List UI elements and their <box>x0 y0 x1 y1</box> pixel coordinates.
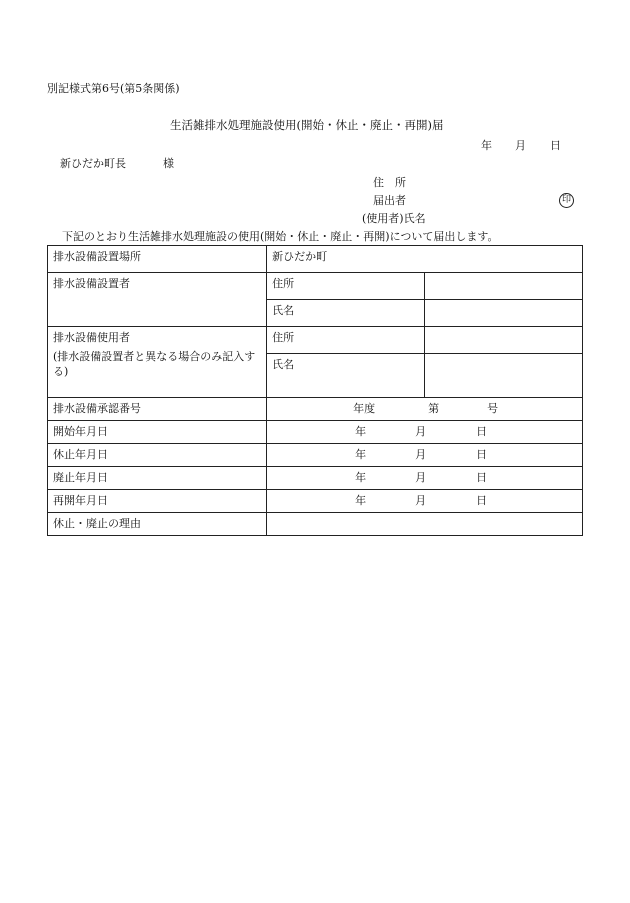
user-label-cell <box>48 327 267 398</box>
year-label: 年 <box>355 448 367 461</box>
reason-row <box>48 513 583 536</box>
date-row-abolish <box>48 467 583 490</box>
installer-name-extra[interactable] <box>425 300 583 327</box>
addressee: 新ひだか町長 <box>60 157 126 170</box>
user-name-field[interactable]: 氏名 <box>267 354 425 398</box>
form-number: 別記様式第6号(第5条関係) <box>47 82 180 95</box>
suspend-date-label: 休止年月日 <box>48 444 267 467</box>
approval-dai-label: 第 <box>428 402 440 415</box>
day-label: 日 <box>476 494 488 507</box>
start-date-field[interactable] <box>267 421 583 444</box>
year-label: 年 <box>355 471 367 484</box>
date-day-label: 日 <box>550 139 561 152</box>
user-note: (排水設備設置者と異なる場合のみ記入する) <box>53 350 256 378</box>
year-label: 年 <box>355 425 367 438</box>
month-label: 月 <box>415 425 427 438</box>
resume-date-field[interactable] <box>267 490 583 513</box>
document-title: 生活雑排水処理施設使用(開始・休止・廃止・再開)届 <box>170 118 444 132</box>
abolish-date-field[interactable] <box>267 467 583 490</box>
approval-label: 排水設備承認番号 <box>48 398 267 421</box>
resume-date-label: 再開年月日 <box>48 490 267 513</box>
installer-address-extra[interactable] <box>425 273 583 300</box>
day-label: 日 <box>476 471 488 484</box>
statement-text: 下記のとおり生活雑排水処理施設の使用(開始・休止・廃止・再開)について届出します。 <box>62 230 499 243</box>
approval-go-label: 号 <box>487 402 499 415</box>
user-name-extra[interactable] <box>425 354 583 398</box>
installer-address-field[interactable]: 住所 <box>267 273 425 300</box>
date-month-label: 月 <box>515 139 526 152</box>
date-row-resume <box>48 490 583 513</box>
applicant-address-label: 住 所 <box>373 176 406 189</box>
applicant-name-label: (使用者)氏名 <box>362 212 426 225</box>
approval-row <box>48 398 583 421</box>
suspend-date-field[interactable] <box>267 444 583 467</box>
form-table <box>47 245 583 536</box>
user-address-extra[interactable] <box>425 327 583 354</box>
month-label: 月 <box>415 494 427 507</box>
reason-field[interactable] <box>267 513 583 536</box>
abolish-date-label: 廃止年月日 <box>48 467 267 490</box>
installer-label: 排水設備設置者 <box>48 273 267 327</box>
user-label: 排水設備使用者 <box>53 331 130 344</box>
location-row <box>48 246 583 273</box>
date-row-suspend <box>48 444 583 467</box>
date-row-start <box>48 421 583 444</box>
day-label: 日 <box>476 425 488 438</box>
location-label: 排水設備設置場所 <box>48 246 267 273</box>
year-label: 年 <box>355 494 367 507</box>
installer-address-row <box>48 273 583 300</box>
user-address-field[interactable]: 住所 <box>267 327 425 354</box>
month-label: 月 <box>415 448 427 461</box>
addressee-honorific: 様 <box>163 157 174 170</box>
approval-value-field[interactable] <box>267 398 583 421</box>
day-label: 日 <box>476 448 488 461</box>
applicant-submitter-label: 届出者 <box>373 194 406 207</box>
seal-mark: 印 <box>559 193 574 208</box>
month-label: 月 <box>415 471 427 484</box>
date-year-label: 年 <box>481 139 492 152</box>
installer-name-field[interactable]: 氏名 <box>267 300 425 327</box>
approval-year-label: 年度 <box>353 402 376 415</box>
user-address-row <box>48 327 583 354</box>
location-value[interactable]: 新ひだか町 <box>267 246 583 273</box>
reason-label: 休止・廃止の理由 <box>48 513 267 536</box>
start-date-label: 開始年月日 <box>48 421 267 444</box>
